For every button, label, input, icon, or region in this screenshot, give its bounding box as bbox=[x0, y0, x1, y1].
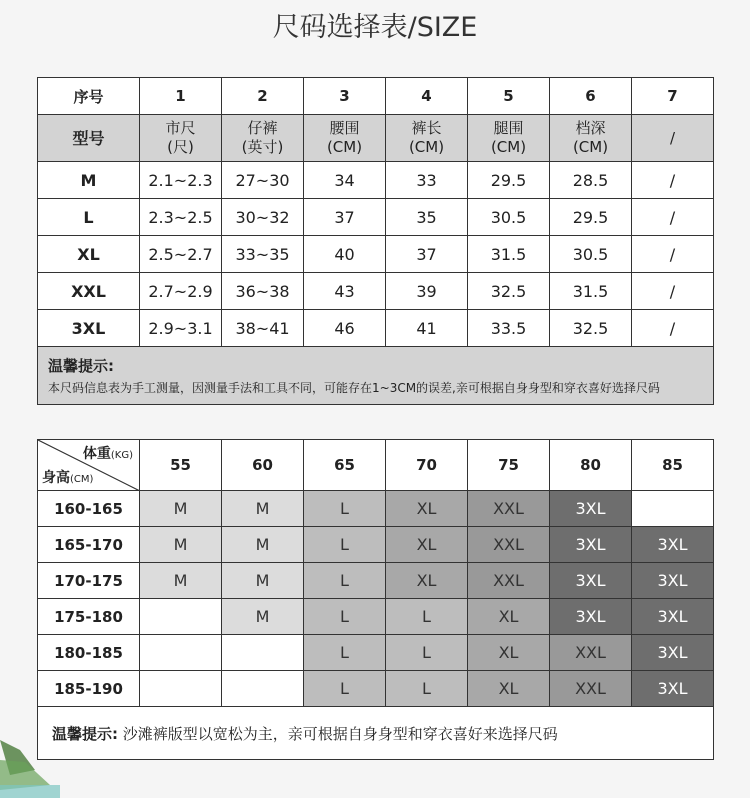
index-header-cell: 4 bbox=[386, 78, 468, 115]
size-cell: XL bbox=[386, 527, 468, 563]
size-cell: L bbox=[304, 671, 386, 707]
measure-value: / bbox=[632, 236, 714, 273]
size-cell: XXL bbox=[468, 563, 550, 599]
measure-value: 2.1~2.3 bbox=[140, 162, 222, 199]
measure-name: 腿围 bbox=[493, 119, 524, 137]
measure-name: / bbox=[669, 128, 676, 147]
measure-value: 32.5 bbox=[468, 273, 550, 310]
measure-unit: (尺) bbox=[167, 138, 194, 156]
measure-value: 28.5 bbox=[550, 162, 632, 199]
table-row bbox=[38, 635, 714, 671]
height-range-cell: 185-190 bbox=[38, 671, 140, 707]
size-cell: XL bbox=[468, 671, 550, 707]
table-row bbox=[38, 563, 714, 599]
measure-value: 29.5 bbox=[550, 199, 632, 236]
size-cell: XL bbox=[386, 563, 468, 599]
index-header-cell: 2 bbox=[222, 78, 304, 115]
model-label: 型号 bbox=[38, 115, 140, 162]
measure-header-cell bbox=[140, 115, 222, 162]
index-header-cell: 5 bbox=[468, 78, 550, 115]
measure-name: 腰围 bbox=[329, 119, 360, 137]
size-cell: 3XL bbox=[632, 599, 714, 635]
index-header-cell: 7 bbox=[632, 78, 714, 115]
size-cell bbox=[140, 599, 222, 635]
size-label: L bbox=[38, 199, 140, 236]
measure-value: / bbox=[632, 310, 714, 347]
measure-value: 2.7~2.9 bbox=[140, 273, 222, 310]
measure-value: 33 bbox=[386, 162, 468, 199]
note-body: 本尺码信息表为手工测量，因测量手法和工具不同，可能存在1~3CM的误差,亲可根据自身身型和穿衣喜好选择尺码 bbox=[48, 381, 660, 395]
weight-header-cell: 70 bbox=[386, 440, 468, 491]
measure-value: 30.5 bbox=[550, 236, 632, 273]
size-cell: 3XL bbox=[632, 671, 714, 707]
size-cell: M bbox=[222, 563, 304, 599]
note-box bbox=[38, 347, 714, 405]
size-cell: L bbox=[386, 671, 468, 707]
corner-header-cell bbox=[38, 440, 140, 491]
weight-header-row bbox=[38, 440, 714, 491]
note-title: 温馨提示: bbox=[52, 724, 118, 743]
size-cell bbox=[222, 635, 304, 671]
size-cell: 3XL bbox=[632, 563, 714, 599]
note-title: 温馨提示: bbox=[48, 357, 114, 375]
measure-header-cell bbox=[304, 115, 386, 162]
table-row bbox=[38, 236, 714, 273]
size-cell: L bbox=[304, 599, 386, 635]
weight-label: 体重 bbox=[82, 446, 111, 462]
size-cell bbox=[140, 671, 222, 707]
size-cell: XXL bbox=[550, 671, 632, 707]
index-header-row bbox=[38, 78, 714, 115]
size-cell: 3XL bbox=[550, 563, 632, 599]
weight-header-cell: 65 bbox=[304, 440, 386, 491]
size-label: XL bbox=[38, 236, 140, 273]
note-row bbox=[38, 707, 714, 760]
height-range-cell: 180-185 bbox=[38, 635, 140, 671]
beach-decoration-image bbox=[0, 700, 60, 798]
measure-value: 37 bbox=[386, 236, 468, 273]
measure-value: 2.5~2.7 bbox=[140, 236, 222, 273]
height-axis-label bbox=[42, 467, 93, 487]
measure-value: 46 bbox=[304, 310, 386, 347]
note-box bbox=[38, 707, 714, 760]
measure-value: 38~41 bbox=[222, 310, 304, 347]
measure-value: 31.5 bbox=[550, 273, 632, 310]
height-range-cell: 160-165 bbox=[38, 491, 140, 527]
measure-value: 39 bbox=[386, 273, 468, 310]
measure-name: 市尺 bbox=[165, 119, 196, 137]
measure-value: 32.5 bbox=[550, 310, 632, 347]
size-cell: XL bbox=[468, 599, 550, 635]
measure-name: 档深 bbox=[575, 119, 606, 137]
measure-value: / bbox=[632, 199, 714, 236]
measure-value: 29.5 bbox=[468, 162, 550, 199]
measure-value: 30.5 bbox=[468, 199, 550, 236]
size-cell bbox=[222, 671, 304, 707]
size-cell: XL bbox=[468, 635, 550, 671]
height-range-cell: 175-180 bbox=[38, 599, 140, 635]
weight-height-table bbox=[37, 439, 714, 760]
measure-value: 35 bbox=[386, 199, 468, 236]
measure-value: 2.3~2.5 bbox=[140, 199, 222, 236]
height-label: 身高 bbox=[42, 470, 70, 486]
weight-header-cell: 80 bbox=[550, 440, 632, 491]
size-cell: M bbox=[140, 527, 222, 563]
weight-header-cell: 60 bbox=[222, 440, 304, 491]
size-cell: M bbox=[222, 491, 304, 527]
measure-value: 30~32 bbox=[222, 199, 304, 236]
size-cell: L bbox=[304, 635, 386, 671]
size-cell: M bbox=[140, 563, 222, 599]
size-cell: M bbox=[222, 527, 304, 563]
size-cell: XXL bbox=[550, 635, 632, 671]
size-label: XXL bbox=[38, 273, 140, 310]
measure-value: 43 bbox=[304, 273, 386, 310]
height-range-cell: 170-175 bbox=[38, 563, 140, 599]
measure-value: 36~38 bbox=[222, 273, 304, 310]
size-cell: XL bbox=[386, 491, 468, 527]
size-chart-table bbox=[37, 77, 714, 405]
size-cell: L bbox=[304, 491, 386, 527]
measure-value: / bbox=[632, 273, 714, 310]
measure-value: 31.5 bbox=[468, 236, 550, 273]
size-cell: 3XL bbox=[550, 599, 632, 635]
measure-header-row bbox=[38, 115, 714, 162]
weight-header-cell: 55 bbox=[140, 440, 222, 491]
measure-value: 27~30 bbox=[222, 162, 304, 199]
size-cell: L bbox=[304, 563, 386, 599]
measure-unit: (英寸) bbox=[241, 138, 284, 156]
size-cell bbox=[140, 635, 222, 671]
size-cell: M bbox=[222, 599, 304, 635]
table-row bbox=[38, 527, 714, 563]
measure-value: 33~35 bbox=[222, 236, 304, 273]
height-range-cell: 165-170 bbox=[38, 527, 140, 563]
index-header-cell: 6 bbox=[550, 78, 632, 115]
table-row bbox=[38, 162, 714, 199]
measure-value: 41 bbox=[386, 310, 468, 347]
measure-header-cell bbox=[468, 115, 550, 162]
size-cell bbox=[632, 491, 714, 527]
measure-unit: (CM) bbox=[490, 138, 527, 156]
measure-header-cell bbox=[222, 115, 304, 162]
note-row bbox=[38, 347, 714, 405]
measure-name: 裤长 bbox=[411, 119, 442, 137]
height-unit: (CM) bbox=[70, 474, 94, 485]
index-header-cell: 3 bbox=[304, 78, 386, 115]
index-header-cell: 序号 bbox=[38, 78, 140, 115]
size-cell: XXL bbox=[468, 527, 550, 563]
note-body: 沙滩裤版型以宽松为主，亲可根据自身身型和穿衣喜好来选择尺码 bbox=[122, 724, 558, 743]
weight-header-cell: 85 bbox=[632, 440, 714, 491]
table-row bbox=[38, 310, 714, 347]
measure-name: 仔裤 bbox=[247, 119, 278, 137]
size-cell: 3XL bbox=[632, 635, 714, 671]
size-cell: L bbox=[386, 599, 468, 635]
size-cell: 3XL bbox=[550, 491, 632, 527]
size-label: 3XL bbox=[38, 310, 140, 347]
size-cell: M bbox=[140, 491, 222, 527]
table-row bbox=[38, 671, 714, 707]
table-row bbox=[38, 491, 714, 527]
measure-value: / bbox=[632, 162, 714, 199]
weight-header-cell: 75 bbox=[468, 440, 550, 491]
size-cell: 3XL bbox=[550, 527, 632, 563]
measure-value: 2.9~3.1 bbox=[140, 310, 222, 347]
weight-axis-label bbox=[83, 443, 133, 463]
size-cell: L bbox=[304, 527, 386, 563]
measure-value: 34 bbox=[304, 162, 386, 199]
size-cell: L bbox=[386, 635, 468, 671]
size-cell: 3XL bbox=[632, 527, 714, 563]
size-cell: XXL bbox=[468, 491, 550, 527]
index-header-cell: 1 bbox=[140, 78, 222, 115]
table-row bbox=[38, 199, 714, 236]
table-row bbox=[38, 599, 714, 635]
measure-header-cell bbox=[550, 115, 632, 162]
measure-value: 40 bbox=[304, 236, 386, 273]
measure-unit: (CM) bbox=[408, 138, 445, 156]
measure-unit: (CM) bbox=[572, 138, 609, 156]
table-row bbox=[38, 273, 714, 310]
measure-header-cell bbox=[632, 115, 714, 162]
weight-unit: (KG) bbox=[110, 450, 133, 461]
measure-header-cell bbox=[386, 115, 468, 162]
measure-unit: (CM) bbox=[326, 138, 363, 156]
measure-value: 33.5 bbox=[468, 310, 550, 347]
page-title: 尺码选择表/SIZE bbox=[272, 12, 478, 43]
size-label: M bbox=[38, 162, 140, 199]
measure-value: 37 bbox=[304, 199, 386, 236]
